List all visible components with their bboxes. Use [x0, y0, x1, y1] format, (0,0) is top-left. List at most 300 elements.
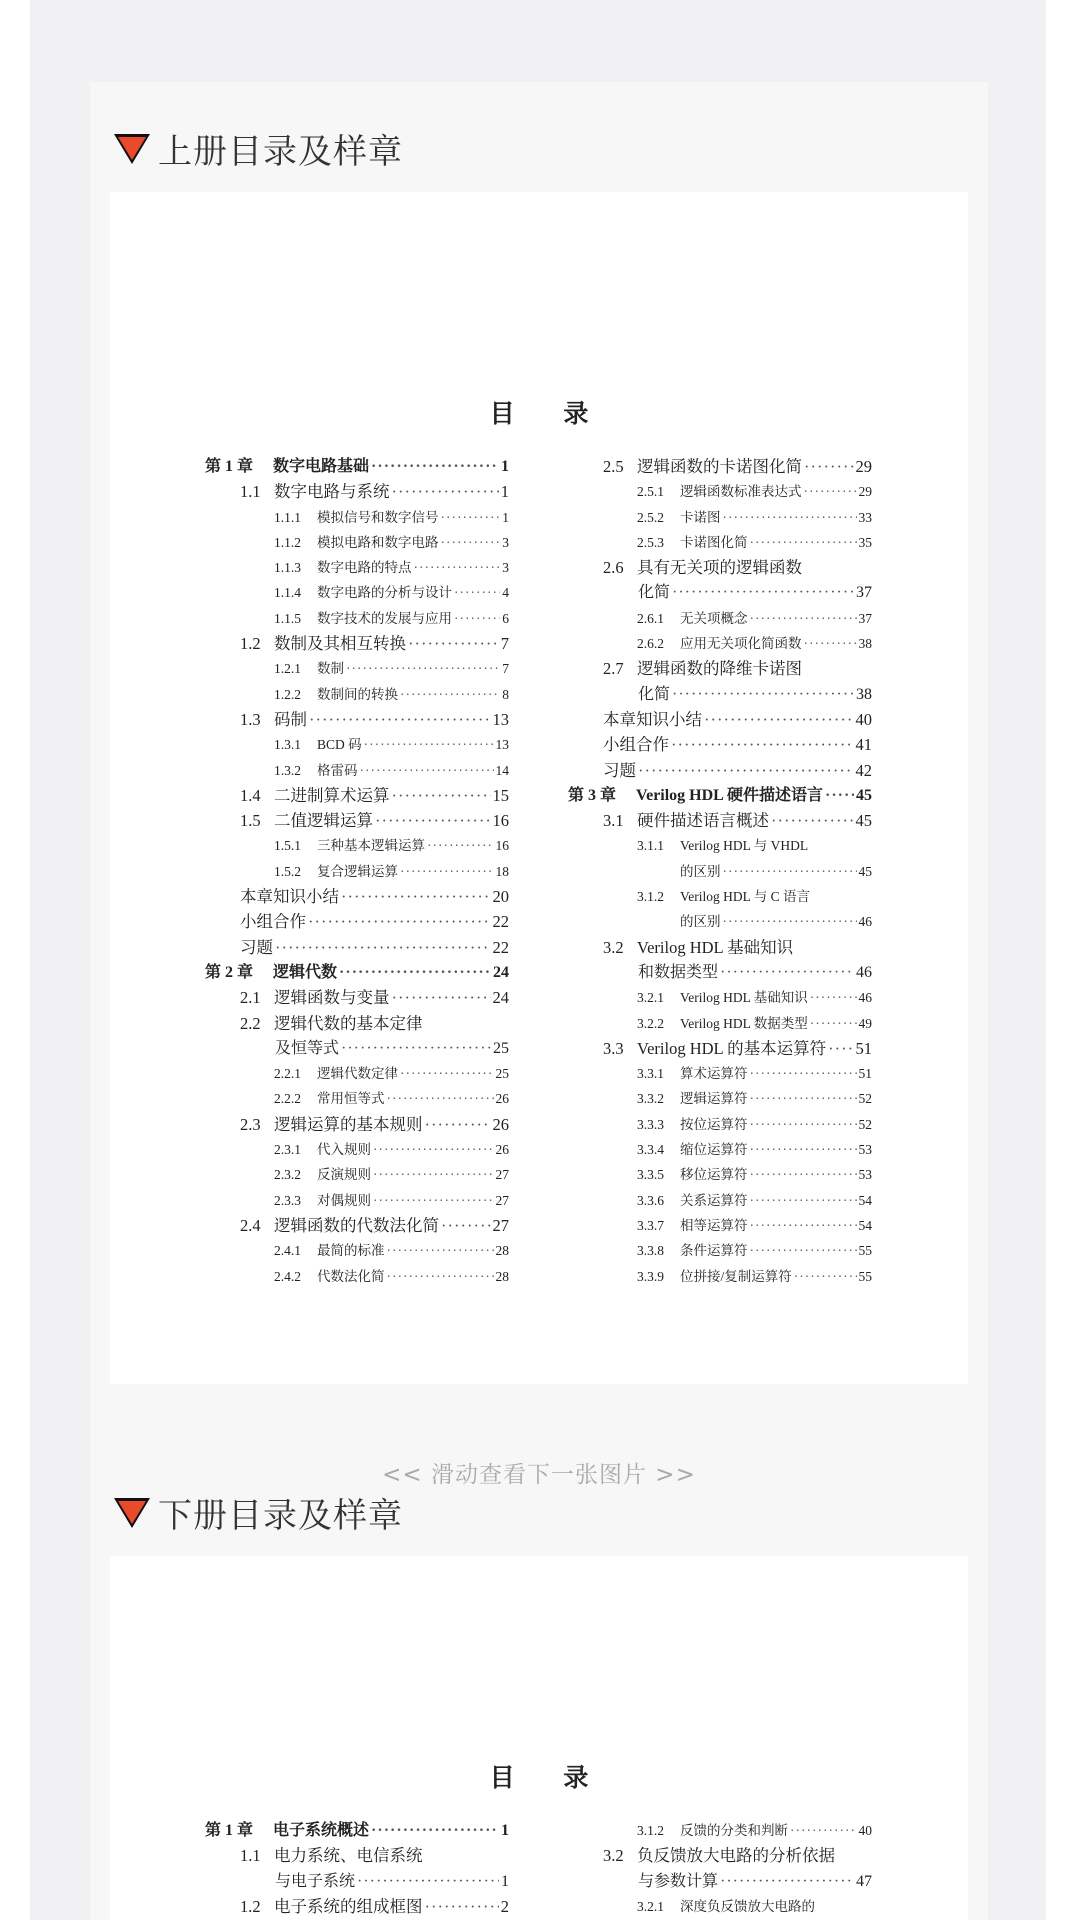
toc-entry-page: 29: [858, 484, 872, 500]
toc-entry-page: 1: [501, 1822, 509, 1839]
toc-entry-page: 2: [500, 1896, 509, 1916]
toc-leader-dots: [339, 960, 491, 985]
toc-entry-page: 40: [855, 709, 872, 729]
toc-entry-page: 27: [495, 1192, 509, 1208]
toc-entry-page: 8: [502, 686, 509, 702]
toc-entry-title: 数制及其相互转换: [274, 634, 406, 654]
toc-entry: [568, 1061, 872, 1086]
toc-leader-dots: [373, 1188, 494, 1213]
toc-entry-title: 码制: [274, 709, 307, 729]
toc-entry-title: 卡诺图化简: [680, 534, 748, 550]
toc-entry-page: 47: [856, 1872, 872, 1890]
toc-entry-page: 3: [502, 534, 509, 550]
toc-entry-page: 22: [492, 937, 509, 957]
toc-leader-dots: [750, 530, 857, 555]
toc-leader-dots: [387, 1264, 494, 1289]
toc-leader-dots: [392, 783, 491, 808]
toc-entry-number: 1.2: [240, 634, 261, 654]
toc-leader-dots: [425, 1894, 499, 1919]
toc-entry-title: 数字电路基础: [273, 458, 370, 475]
triangle-marker-icon: [114, 134, 150, 164]
toc-entry: [568, 479, 872, 504]
toc-entry-number: 1.1.1: [274, 509, 301, 525]
toc-entry-number: 2.5: [603, 457, 624, 476]
toc-entry: [568, 707, 872, 732]
toc-entry: [568, 884, 872, 909]
toc-entry-page: 1: [501, 458, 509, 475]
toc-leader-dots: [672, 580, 854, 605]
toc-leader-dots: [810, 1011, 857, 1036]
toc-entry-page: 20: [492, 887, 509, 907]
toc-entry-title: BCD 码: [317, 737, 362, 753]
toc-column-right: [568, 454, 872, 1289]
toc-leader-dots: [392, 479, 499, 504]
toc-entry-title: 条件运算符: [680, 1243, 748, 1259]
toc-entry-number: 3.2.1: [637, 990, 664, 1006]
toc-entry: [205, 1264, 509, 1289]
toc-entry-number: 1.1.2: [274, 534, 301, 550]
toc-entry-page: 53: [858, 1142, 872, 1158]
toc-entry-number: 1.4: [240, 785, 261, 805]
toc-entry-page: 6: [502, 610, 509, 626]
toc-entry-title: 负反馈放大电路的分析依据: [637, 1846, 835, 1866]
toc-entry-page: 16: [492, 811, 509, 831]
toc-entry-title: 二值逻辑运算: [274, 811, 373, 831]
toc-entry-number: 3.3.2: [637, 1091, 664, 1107]
toc-leader-dots: [454, 580, 500, 605]
toc-entry: [205, 960, 509, 985]
toc-entry-title: 硬件描述语言概述: [637, 811, 769, 831]
toc-leader-dots: [400, 859, 494, 884]
toc-entry-number: 3.3.4: [637, 1142, 664, 1158]
toc-entry-title: 与电子系统: [275, 1872, 356, 1890]
toc-entry: [205, 656, 509, 681]
toc-entry: [568, 1137, 872, 1162]
toc-leader-dots: [441, 530, 501, 555]
section-title: 下册目录及样章: [158, 1495, 403, 1536]
toc-entry: [205, 1112, 509, 1137]
toc-entry: [568, 1869, 872, 1894]
toc-entry-title: 电力系统、电信系统: [274, 1846, 423, 1866]
toc-entry: [205, 732, 509, 757]
toc-entry-number: 第 1 章: [205, 458, 254, 475]
toc-entry-number: 1.1.4: [274, 585, 301, 601]
toc-entry: [205, 833, 509, 858]
toc-entry-title: 格雷码: [317, 762, 358, 778]
toc-entry: [568, 1818, 872, 1843]
toc-entry: [205, 454, 509, 479]
toc-entry-page: 16: [495, 838, 509, 854]
toc-entry-page: 54: [858, 1217, 872, 1233]
toc-entry-title: 电子系统的组成框图: [274, 1896, 423, 1916]
toc-entry-title: 逻辑运算符: [680, 1091, 748, 1107]
toc-entry-number: 2.1: [240, 988, 261, 1008]
toc-entry: [205, 935, 509, 960]
toc-entry-title: Verilog HDL 基础知识: [637, 937, 794, 957]
toc-leader-dots: [804, 631, 857, 656]
toc-entry-number: 2.4.1: [274, 1243, 301, 1259]
toc-entry-number: 3.2.1: [637, 1898, 664, 1914]
toc-leader-dots: [750, 1162, 857, 1187]
toc-entry: [568, 808, 872, 833]
toc-entry: [205, 1188, 509, 1213]
toc-entry-page: 51: [858, 1066, 872, 1082]
toc-entry-title: 的区别: [680, 863, 721, 879]
toc-leader-dots: [371, 1818, 499, 1843]
toc-entry: [205, 505, 509, 530]
toc-entry-page: 42: [855, 760, 872, 780]
toc-entry-page: 4: [502, 585, 509, 601]
toc-entry: [568, 1264, 872, 1289]
toc-leader-dots: [400, 1061, 494, 1086]
toc-image-vol2[interactable]: [110, 1556, 968, 1920]
toc-entry-title: 习题: [240, 937, 273, 957]
toc-entry-page: 25: [493, 1039, 509, 1057]
toc-leader-dots: [454, 606, 500, 631]
toc-entry-title: 复合逻辑运算: [317, 863, 398, 879]
toc-entry: [205, 1213, 509, 1238]
toc-entry-title: 逻辑代数定律: [317, 1066, 398, 1082]
toc-entry-number: 3.3: [603, 1038, 624, 1058]
toc-entry-title: 逻辑代数: [273, 963, 338, 981]
toc-entry-number: 1.2.1: [274, 661, 301, 677]
toc-entry: [205, 1818, 509, 1843]
toc-entry-page: 15: [492, 785, 509, 805]
toc-entry-title: 数字电路的特点: [317, 560, 412, 576]
toc-entry-title: 逻辑函数与变量: [274, 988, 390, 1008]
toc-entry-title: 逻辑运算的基本规则: [274, 1114, 423, 1134]
toc-entry-number: 1.2.2: [274, 686, 301, 702]
toc-entry-page: 3: [502, 560, 509, 576]
toc-entry: [568, 606, 872, 631]
toc-entry: [568, 1036, 872, 1061]
toc-entry: [568, 859, 872, 884]
toc-entry: [568, 505, 872, 530]
toc-leader-dots: [441, 1213, 491, 1238]
toc-leader-dots: [828, 1036, 853, 1061]
toc-leader-dots: [309, 707, 491, 732]
toc-leader-dots: [790, 1818, 857, 1843]
toc-entry-number: 1.1: [240, 482, 261, 502]
toc-entry-page: 40: [858, 1823, 872, 1838]
toc-entry-page: 55: [858, 1243, 872, 1259]
toc-entry-title: 具有无关项的逻辑函数: [637, 558, 802, 578]
toc-entry: [568, 1213, 872, 1238]
toc-leader-dots: [671, 732, 854, 757]
triangle-marker-icon: [114, 1498, 150, 1528]
toc-entry: [568, 783, 872, 808]
toc-entry: [568, 656, 872, 681]
toc-entry-title: 小组合作: [240, 912, 306, 932]
toc-entry: [568, 758, 872, 783]
toc-entry-title: 移位运算符: [680, 1167, 748, 1183]
toc-entry-page: 53: [858, 1167, 872, 1183]
toc-entry-number: 3.1.1: [637, 838, 664, 854]
toc-entry: [568, 631, 872, 656]
toc-entry-number: 3.3.5: [637, 1167, 664, 1183]
toc-leader-dots: [400, 682, 500, 707]
toc-entry-number: 2.4: [240, 1215, 261, 1235]
toc-entry: [568, 1843, 872, 1868]
toc-leader-dots: [427, 833, 494, 858]
toc-entry-page: 38: [858, 636, 872, 652]
toc-leader-dots: [341, 884, 491, 909]
toc-entry-page: 27: [495, 1167, 509, 1183]
toc-entry: [568, 1086, 872, 1111]
toc-entry-number: 1.1.5: [274, 610, 301, 626]
toc-leader-dots: [750, 1112, 857, 1137]
toc-entry: [205, 909, 509, 934]
toc-entry-title: 关系运算符: [680, 1192, 748, 1208]
toc-entry-page: 49: [858, 1015, 872, 1031]
toc-leader-dots: [373, 1162, 494, 1187]
toc-leader-dots: [672, 682, 854, 707]
toc-entry-page: 37: [856, 584, 872, 602]
toc-entry-number: 1.2: [240, 1896, 261, 1916]
toc-entry: [568, 454, 872, 479]
toc-leader-dots: [750, 1213, 857, 1238]
toc-entry-number: 3.2: [603, 937, 624, 957]
toc-entry-title: 数制: [317, 661, 344, 677]
toc-entry: [205, 1869, 509, 1894]
toc-entry-page: 51: [855, 1038, 872, 1058]
toc-entry-number: 2.2.1: [274, 1066, 301, 1082]
toc-entry-title: 代数法化简: [317, 1268, 385, 1284]
toc-leader-dots: [357, 1869, 499, 1894]
toc-entry-page: 25: [495, 1066, 509, 1082]
toc-entry: [205, 985, 509, 1010]
toc-entry-number: 2.2.2: [274, 1091, 301, 1107]
toc-entry-page: 41: [855, 735, 872, 755]
toc-entry-page: 52: [858, 1091, 872, 1107]
toc-entry: [205, 808, 509, 833]
toc-leader-dots: [750, 1137, 857, 1162]
toc-entry-title: 按位运算符: [680, 1116, 748, 1132]
toc-entry: [568, 1011, 872, 1036]
toc-entry-page: 18: [495, 863, 509, 879]
toc-leader-dots: [371, 454, 499, 479]
toc-leader-dots: [750, 606, 857, 631]
toc-column-left: [205, 454, 509, 1289]
toc-entry-number: 2.5.1: [637, 484, 664, 500]
toc-leader-dots: [638, 758, 854, 783]
toc-entry-number: 2.3.3: [274, 1192, 301, 1208]
toc-entry-page: 26: [495, 1091, 509, 1107]
toc-leader-dots: [387, 1086, 494, 1111]
toc-entry-title: Verilog HDL 硬件描述语言: [636, 786, 823, 804]
toc-entry-page: 52: [858, 1116, 872, 1132]
toc-entry: [205, 631, 509, 656]
toc-entry-title: Verilog HDL 基础知识: [680, 990, 808, 1006]
toc-leader-dots: [720, 960, 854, 985]
toc-entry-title: Verilog HDL 数据类型: [680, 1015, 808, 1031]
toc-entry-number: 1.1: [240, 1846, 261, 1866]
toc-entry-number: 3.2: [603, 1846, 624, 1866]
toc-entry-title: 逻辑函数标准表达式: [680, 484, 802, 500]
toc-entry-page: 13: [495, 737, 509, 753]
toc-leader-dots: [723, 859, 857, 884]
toc-entry-number: 3.3.9: [637, 1268, 664, 1284]
toc-entry: [568, 1112, 872, 1137]
toc-entry: [568, 833, 872, 858]
toc-entry-number: 2.5.3: [637, 534, 664, 550]
toc-entry: [568, 960, 872, 985]
toc-entry-number: 3.3.3: [637, 1116, 664, 1132]
toc-leader-dots: [387, 1238, 494, 1263]
toc-entry-title: 本章知识小结: [603, 709, 702, 729]
toc-entry-number: 1.3.1: [274, 737, 301, 753]
toc-entry: [205, 859, 509, 884]
toc-entry-title: 对偶规则: [317, 1192, 371, 1208]
toc-entry-title: Verilog HDL 的基本运算符: [637, 1038, 827, 1058]
toc-entry-title: 数制间的转换: [317, 686, 398, 702]
toc-entry-number: 3.3.7: [637, 1217, 664, 1233]
toc-entry-title: 和数据类型: [638, 963, 719, 981]
toc-entry: [568, 682, 872, 707]
toc-column-left: [205, 1818, 509, 1919]
toc-entry-title: 最简的标准: [317, 1243, 385, 1259]
toc-entry: [568, 985, 872, 1010]
toc-leader-dots: [392, 985, 491, 1010]
toc-entry-number: 第 1 章: [205, 1822, 254, 1839]
toc-entry: [205, 783, 509, 808]
toc-entry: [568, 555, 872, 580]
toc-image-vol1[interactable]: [110, 192, 968, 1384]
toc-entry: [568, 1238, 872, 1263]
toc-entry-title: 逻辑函数的降维卡诺图: [637, 659, 802, 679]
toc-entry-title: 二进制算术运算: [274, 785, 390, 805]
toc-entry: [568, 935, 872, 960]
toc-leader-dots: [364, 732, 494, 757]
toc-entry-page: 24: [493, 963, 509, 981]
toc-entry-number: 2.3.1: [274, 1142, 301, 1158]
toc-entry-title: 化简: [638, 685, 671, 703]
toc-leader-dots: [750, 1086, 857, 1111]
toc-entry: [205, 530, 509, 555]
toc-entry-number: 2.5.2: [637, 509, 664, 525]
toc-leader-dots: [425, 1112, 491, 1137]
toc-leader-dots: [408, 631, 499, 656]
toc-entry: [568, 530, 872, 555]
toc-entry: [568, 732, 872, 757]
toc-entry: [568, 580, 872, 605]
toc-entry-page: 45: [856, 786, 872, 804]
toc-entry-number: 第 3 章: [568, 786, 617, 804]
toc-entry: [205, 758, 509, 783]
toc-entry-page: 28: [495, 1268, 509, 1284]
toc-entry-number: 3.2.2: [637, 1015, 664, 1031]
toc-entry-page: 46: [858, 990, 872, 1006]
toc-entry-title: 化简: [638, 584, 671, 602]
toc-leader-dots: [275, 935, 491, 960]
toc-entry-page: 27: [492, 1215, 509, 1235]
toc-entry-title: 常用恒等式: [317, 1091, 385, 1107]
toc-entry: [205, 1894, 509, 1919]
toc-entry-title: 数字技术的发展与应用: [317, 610, 452, 626]
toc-leader-dots: [804, 454, 854, 479]
toc-entry-title: 深度负反馈放大电路的: [680, 1898, 815, 1914]
toc-entry: [205, 1843, 509, 1868]
toc-entry-page: 37: [858, 610, 872, 626]
toc-entry-number: 3.3.8: [637, 1243, 664, 1259]
toc-entry-title: 模拟信号和数字信号: [317, 509, 439, 525]
toc-entry-title: 逻辑代数的基本定律: [274, 1013, 423, 1033]
toc-entry-title: 小组合作: [603, 735, 669, 755]
toc-entry: [568, 1162, 872, 1187]
toc-entry-title: 无关项概念: [680, 610, 748, 626]
toc-entry-page: 45: [855, 811, 872, 831]
toc-entry-number: 2.4.2: [274, 1268, 301, 1284]
toc-entry-title: 三种基本逻辑运算: [317, 838, 425, 854]
toc-entry-page: 55: [858, 1268, 872, 1284]
toc-entry: [568, 1894, 872, 1919]
toc-entry-number: 2.6.2: [637, 636, 664, 652]
toc-leader-dots: [373, 1137, 494, 1162]
toc-leader-dots: [375, 808, 491, 833]
toc-entry-number: 2.6: [603, 558, 624, 578]
toc-entry-page: 7: [500, 634, 509, 654]
toc-leader-dots: [794, 1264, 857, 1289]
toc-entry-title: 及恒等式: [275, 1039, 340, 1057]
toc-entry-title: 数字电路与系统: [274, 482, 390, 502]
toc-entry-title: 算术运算符: [680, 1066, 748, 1082]
toc-entry-page: 26: [492, 1114, 509, 1134]
toc-entry-title: 反馈的分类和判断: [680, 1823, 788, 1838]
toc-entry-page: 46: [856, 963, 872, 981]
toc-entry-page: 38: [856, 685, 872, 703]
toc-leader-dots: [771, 808, 854, 833]
toc-entry-page: 1: [500, 482, 509, 502]
toc-leader-dots: [360, 758, 494, 783]
toc-entry-number: 2.3.2: [274, 1167, 301, 1183]
section-header-vol1: [114, 125, 403, 171]
toc-entry-number: 3.1.2: [637, 1823, 664, 1838]
toc-entry-page: 35: [858, 534, 872, 550]
toc-entry-number: 2.3: [240, 1114, 261, 1134]
toc-leader-dots: [810, 985, 857, 1010]
toc-entry-title: 应用无关项化简函数: [680, 636, 802, 652]
toc-entry-number: 1.5.1: [274, 838, 301, 854]
toc-leader-dots: [825, 783, 854, 808]
toc-entry-page: 1: [502, 509, 509, 525]
toc-leader-dots: [720, 1869, 854, 1894]
toc-entry-number: 3.3.1: [637, 1066, 664, 1082]
toc-entry-title: 电子系统概述: [273, 1822, 370, 1839]
toc-leader-dots: [750, 1238, 857, 1263]
toc-entry-page: 33: [858, 509, 872, 525]
toc-entry-page: 45: [858, 863, 872, 879]
toc-entry-page: 24: [492, 988, 509, 1008]
toc-entry-title: 习题: [603, 760, 636, 780]
toc-column-right: [568, 1818, 872, 1919]
toc-leader-dots: [414, 555, 501, 580]
toc-entry-title: 代入规则: [317, 1142, 371, 1158]
toc-entry: [205, 1036, 509, 1061]
toc-entry: [205, 682, 509, 707]
toc-entry: [205, 479, 509, 504]
toc-entry-title: 逻辑函数的卡诺图化简: [637, 457, 802, 476]
toc-entry-number: 2.2: [240, 1013, 261, 1033]
toc-entry-title: 相等运算符: [680, 1217, 748, 1233]
toc-entry: [205, 1162, 509, 1187]
toc-entry-title: 卡诺图: [680, 509, 721, 525]
toc-entry-title: 本章知识小结: [240, 887, 339, 907]
toc-entry: [205, 555, 509, 580]
toc-entry: [205, 1238, 509, 1263]
toc-leader-dots: [723, 505, 857, 530]
toc-entry-number: 3.1: [603, 811, 624, 831]
toc-entry: [205, 1137, 509, 1162]
